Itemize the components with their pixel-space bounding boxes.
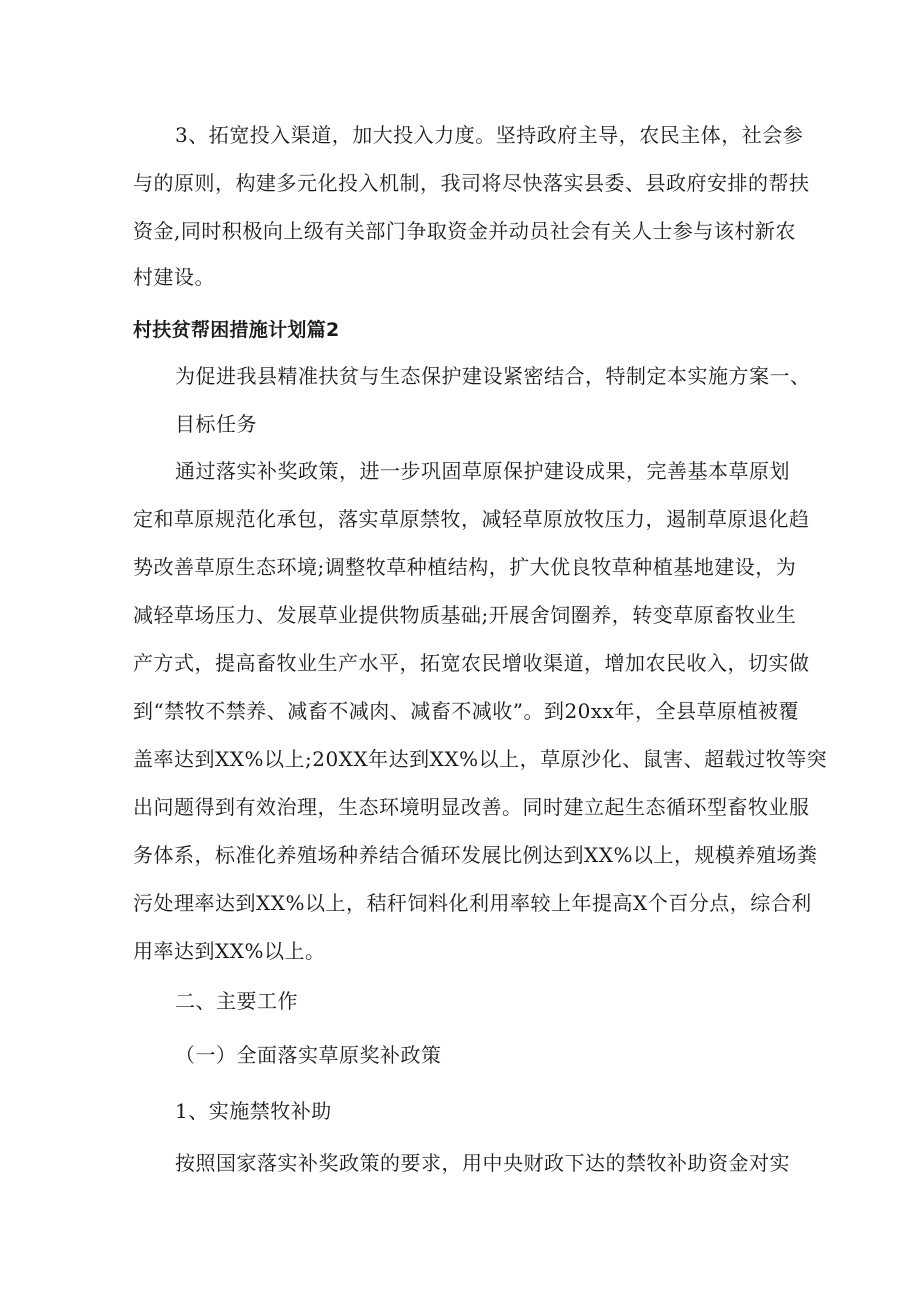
paragraph-1-line-2: 与的原则，构建多元化投入机制，我司将尽快落实县委、县政府安排的帮扶 — [133, 171, 810, 195]
paragraph-2-line-2: 目标任务 — [175, 412, 257, 436]
heading-subsection-1: （一）全面落实草原奖补政策 — [175, 1043, 442, 1067]
paragraph-3-line-7: 盖率达到XX%以上;20XX年达到XX%以上，草原沙化、鼠害、超载过牧等突 — [133, 747, 828, 771]
paragraph-2-line-1: 为促进我县精准扶贫与生态保护建设紧密结合，特制定本实施方案一、 — [175, 364, 811, 388]
paragraph-1-line-1: 3、拓宽投入渠道，加大投入力度。坚持政府主导，农民主体，社会参 — [175, 123, 804, 147]
paragraph-3-line-11: 用率达到XX%以上。 — [133, 939, 326, 963]
paragraph-3-line-8: 出问题得到有效治理，生态环境明显改善。同时建立起生态循环型畜牧业服 — [133, 795, 810, 819]
paragraph-3-line-6: 到“禁牧不禁养、减畜不减肉、减畜不减收”。到20xx年，全县草原植被覆 — [133, 699, 799, 723]
heading-item-1: 1、实施禁牧补助 — [175, 1099, 332, 1123]
paragraph-3-line-1: 通过落实补奖政策，进一步巩固草原保护建设成果，完善基本草原划 — [175, 459, 790, 483]
heading-main-work: 二、主要工作 — [175, 989, 298, 1013]
paragraph-3-line-2: 定和草原规范化承包，落实草原禁牧，减轻草原放牧压力，遏制草原退化趋 — [133, 507, 810, 531]
paragraph-1-line-4: 村建设。 — [133, 265, 215, 289]
paragraph-3-line-4: 减轻草场压力、发展草业提供物质基础;开展舍饲圈养，转变草原畜牧业生 — [133, 603, 797, 627]
section-title: 村扶贫帮困措施计划篇2 — [133, 319, 340, 341]
paragraph-4-line-1: 按照国家落实补奖政策的要求，用中央财政下达的禁牧补助资金对实 — [175, 1151, 790, 1175]
paragraph-3-line-9: 务体系，标准化养殖场种养结合循环发展比例达到XX%以上，规模养殖场粪 — [133, 843, 818, 867]
paragraph-3-line-10: 污处理率达到XX%以上，秸秆饲料化利用率较上年提高X个百分点，综合利 — [133, 891, 812, 915]
paragraph-1-line-3: 资金,同时积极向上级有关部门争取资金并动员社会有关人士参与该村新农 — [133, 219, 796, 243]
paragraph-3-line-5: 产方式，提高畜牧业生产水平，拓宽农民增收渠道，增加农民收入，切实做 — [133, 651, 810, 675]
paragraph-3-line-3: 势改善草原生态环境;调整牧草种植结构，扩大优良牧草种植基地建设，为 — [133, 555, 797, 579]
